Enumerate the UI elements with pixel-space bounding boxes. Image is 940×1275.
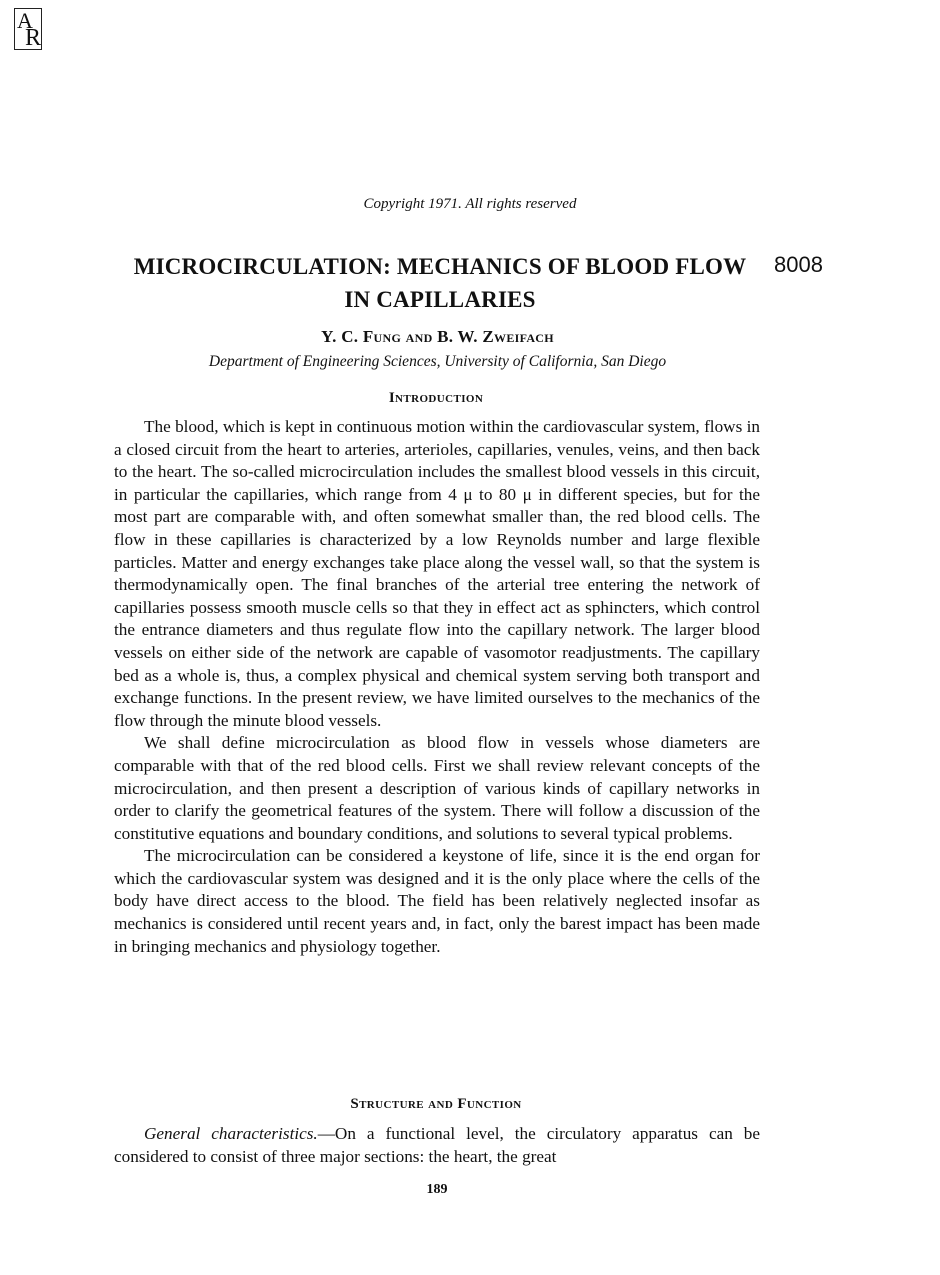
- paragraph-text: —On a functional level, the circulatory apparatus can be considered to consist of three major sections: the heart, the great: [114, 1124, 760, 1166]
- copyright-notice: Copyright 1971. All rights reserved: [363, 196, 577, 212]
- paragraph: The blood, which is kept in continuous motion within the cardiovascular system, flows in a closed circuit from the heart to arteries, arterioles, capillaries, venules, veins, and then back to the heart. The so-called microcirculation includes the smallest blood vessels in this circuit, in particular the capillaries, which range from 4 μ to 80 μ in different species, but for the most part are comparable with, and often somewhat smaller than, the red blood cells. The flow in these capillaries is characterized by a low Reynolds number and large flexible particles. Matter and energy exchanges take place along the vessel wall, so that the system is thermodynamically open. The final branches of the arterial tree entering the network of capillaries possess smooth muscle cells so that they in effect act as sphincters, which control the entrance diameters and thus regulate flow into the capillary network. The larger blood vessels on either side of the network are capable of vasomotor readjustments. The capillary bed as a whole is, thus, a complex physical and chemical system serving both transport and exchange functions. In the present review, we have limited ourselves to the mechanics of the flow through the minute blood vessels.: [114, 417, 760, 730]
- paragraph: [114, 1123, 760, 1168]
- publisher-logo: A R: [14, 8, 42, 50]
- structure-body: [114, 1123, 760, 1168]
- introduction-body: [114, 416, 760, 958]
- section-heading-structure: Structure and Function: [350, 1096, 522, 1112]
- page-number: 189: [426, 1182, 448, 1197]
- section-heading-introduction: Introduction: [388, 390, 484, 406]
- affiliation: Department of Engineering Sciences, University of California, San Diego: [208, 353, 667, 370]
- subsection-lead-in: General characteristics.: [144, 1124, 318, 1143]
- article-title: MICROCIRCULATION: MECHANICS OF BLOOD FLOW IN CAPILLARIES: [133, 254, 747, 312]
- paragraph: We shall define microcirculation as blood flow in vessels whose diameters are comparable with that of the red blood cells. First we shall review relevant concepts of the microcirculation, and then present a description of various kinds of capillary networks in order to clarify the geometrical features of the system. There will follow a discussion of the constitutive equations and boundary conditions, and solutions to several typical problems.: [114, 733, 760, 843]
- article-id: 8008: [774, 252, 823, 277]
- authors: Y. C. Fung and B. W. Zweifach: [321, 327, 554, 346]
- paragraph: The microcirculation can be considered a keystone of life, since it is the end organ for which the cardiovascular system was designed and it is the only place where the cells of the body have direct access to the blood. The field has been relatively neglected insofar as mechanics is considered until recent years and, in fact, only the barest impact has been made in bringing mechanics and physiology together.: [114, 846, 760, 956]
